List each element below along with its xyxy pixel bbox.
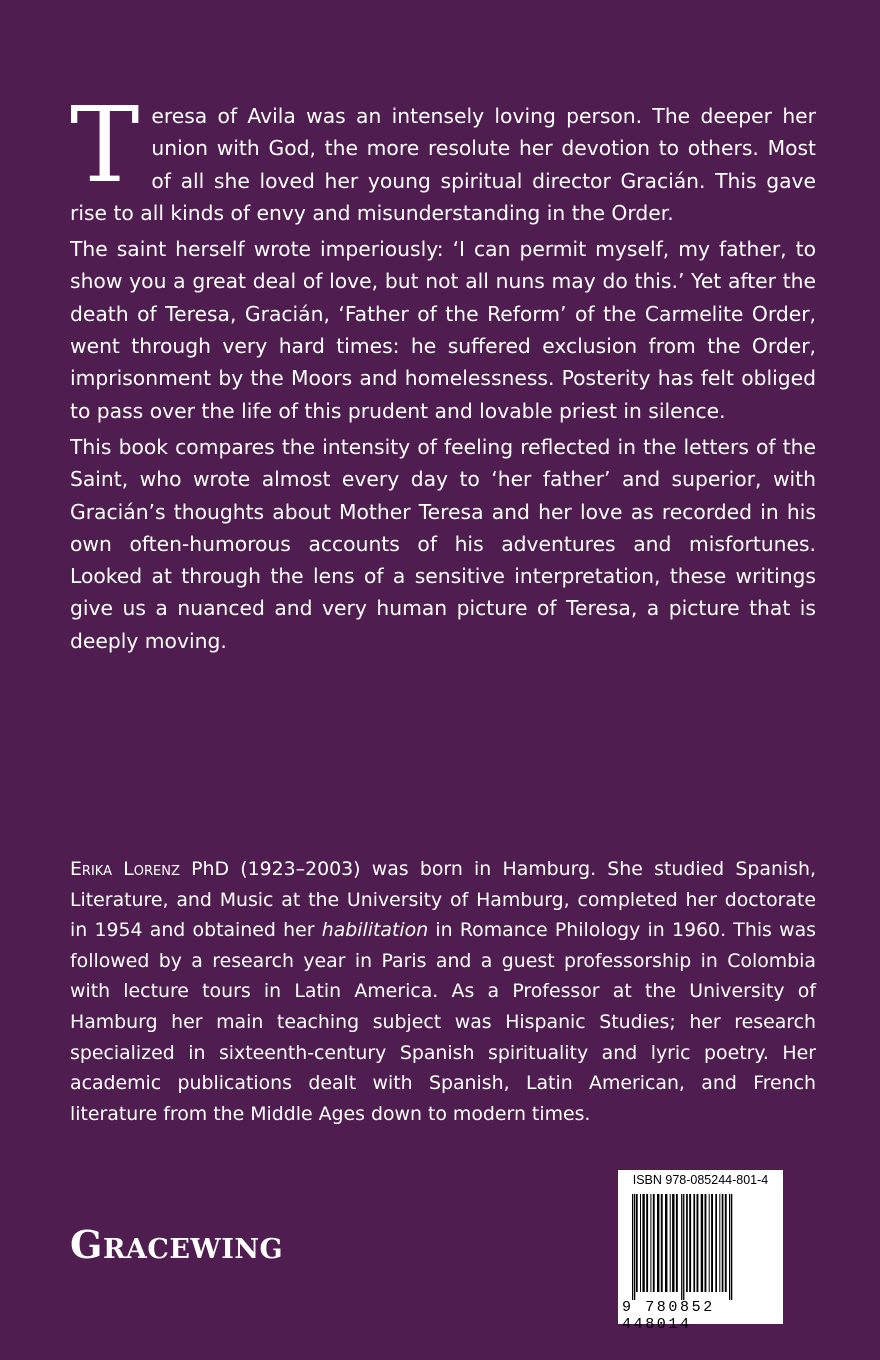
barcode-bar <box>686 1194 688 1292</box>
barcode-bar <box>711 1194 713 1292</box>
barcode-bar <box>701 1194 703 1292</box>
barcode-bar <box>709 1194 710 1292</box>
barcode-bar <box>646 1194 648 1292</box>
author-bio-paragraph <box>70 854 816 1129</box>
barcode-guard-bar <box>632 1194 633 1300</box>
bio-text-2: in Romance Philology in 1960. This was followed by a research year in Paris and a guest professorship in Colombia with lecture tours in Latin America. As a Professor at the University of Hamburg her main teaching subject was Hispanic Studies; her research specialized in sixteenth-century Spanish spirituality and lyric poetry. Her academic publications dealt with Spanish, Latin American, and French literature from the Middle Ages down to modern times. <box>70 919 817 1125</box>
barcode-bar <box>650 1194 651 1292</box>
barcode-guard-bar <box>729 1194 730 1300</box>
barcode-bar <box>693 1194 695 1292</box>
barcode-bar <box>672 1194 674 1292</box>
isbn-barcode <box>618 1170 783 1333</box>
barcode-bar <box>676 1194 678 1292</box>
barcode-bar <box>657 1194 659 1292</box>
blurb <box>70 84 816 661</box>
drop-cap: T <box>70 84 140 206</box>
barcode-guard-bar <box>634 1194 635 1300</box>
blurb-paragraph-3: This book compares the intensity of feeling reflected in the letters of the Saint, who wrote almost every day to ‘her father’ and superior, with Gracián’s thoughts about Mother Teresa and her love as recorded in his own often-humorous accounts of his adventures and misfortunes. Looked at through the lens of a sensitive interpretation, these writings give us a nuanced and very human picture of Teresa, a picture that is deeply moving. <box>70 434 816 653</box>
bio-italic-term: habilitation <box>321 919 429 942</box>
barcode-bars <box>624 1194 777 1300</box>
barcode-bar <box>642 1194 644 1292</box>
barcode-guard-bar <box>683 1194 684 1300</box>
barcode-guard-bar <box>681 1194 682 1300</box>
blurb-paragraph-1-text: eresa of Avila was an intensely loving person. The deeper her union with God, the more resolute her devotion to others. Most of all she loved her young spiritual director Gracián. This gave rise to all kinds of envy and misunderstanding in the Order. <box>70 104 816 225</box>
blurb-paragraph-2: The saint herself wrote imperiously: ‘I can permit myself, my father, to show you a great deal of love, but not all nuns may do this.’ Yet after the death of Teresa, Gracián, ‘Father of the Reform’ of the Carmelite Order, went through very hard times: he suffered exclusion from the Order, imprisonment by the Moors and homelessness. Posterity has felt obliged to pass over the life of this prudent and lovable priest in silence. <box>70 237 816 423</box>
barcode-digits: 9 780852 448014 <box>622 1299 715 1333</box>
isbn-label: ISBN 978-085244-801-4 <box>632 1173 769 1187</box>
barcode-bar <box>722 1194 724 1292</box>
barcode-bar <box>715 1194 717 1292</box>
barcode-bar <box>653 1194 655 1292</box>
barcode-bar <box>705 1194 707 1292</box>
bio-text-1: PhD (1923–2003) was born in Hamburg. She studied Spanish, Literature, and Music at the University of Hamburg, completed her doctorate in 1954 and obtained her <box>70 858 816 942</box>
barcode-bar <box>689 1194 691 1292</box>
barcode-bar <box>661 1194 663 1292</box>
author-bio <box>70 854 816 1129</box>
barcode-bar <box>670 1194 671 1292</box>
barcode-bar <box>725 1194 727 1292</box>
publisher-logo: Gracewing <box>70 1222 284 1267</box>
blurb-paragraph-1 <box>70 84 816 229</box>
barcode-guard-bar <box>731 1194 732 1300</box>
barcode-bar <box>636 1194 638 1292</box>
author-name: Erika Lorenz <box>70 858 180 880</box>
barcode-bar <box>640 1194 641 1292</box>
barcode-bar <box>719 1194 720 1292</box>
barcode-bar <box>697 1194 699 1292</box>
barcode-bar <box>665 1194 667 1292</box>
